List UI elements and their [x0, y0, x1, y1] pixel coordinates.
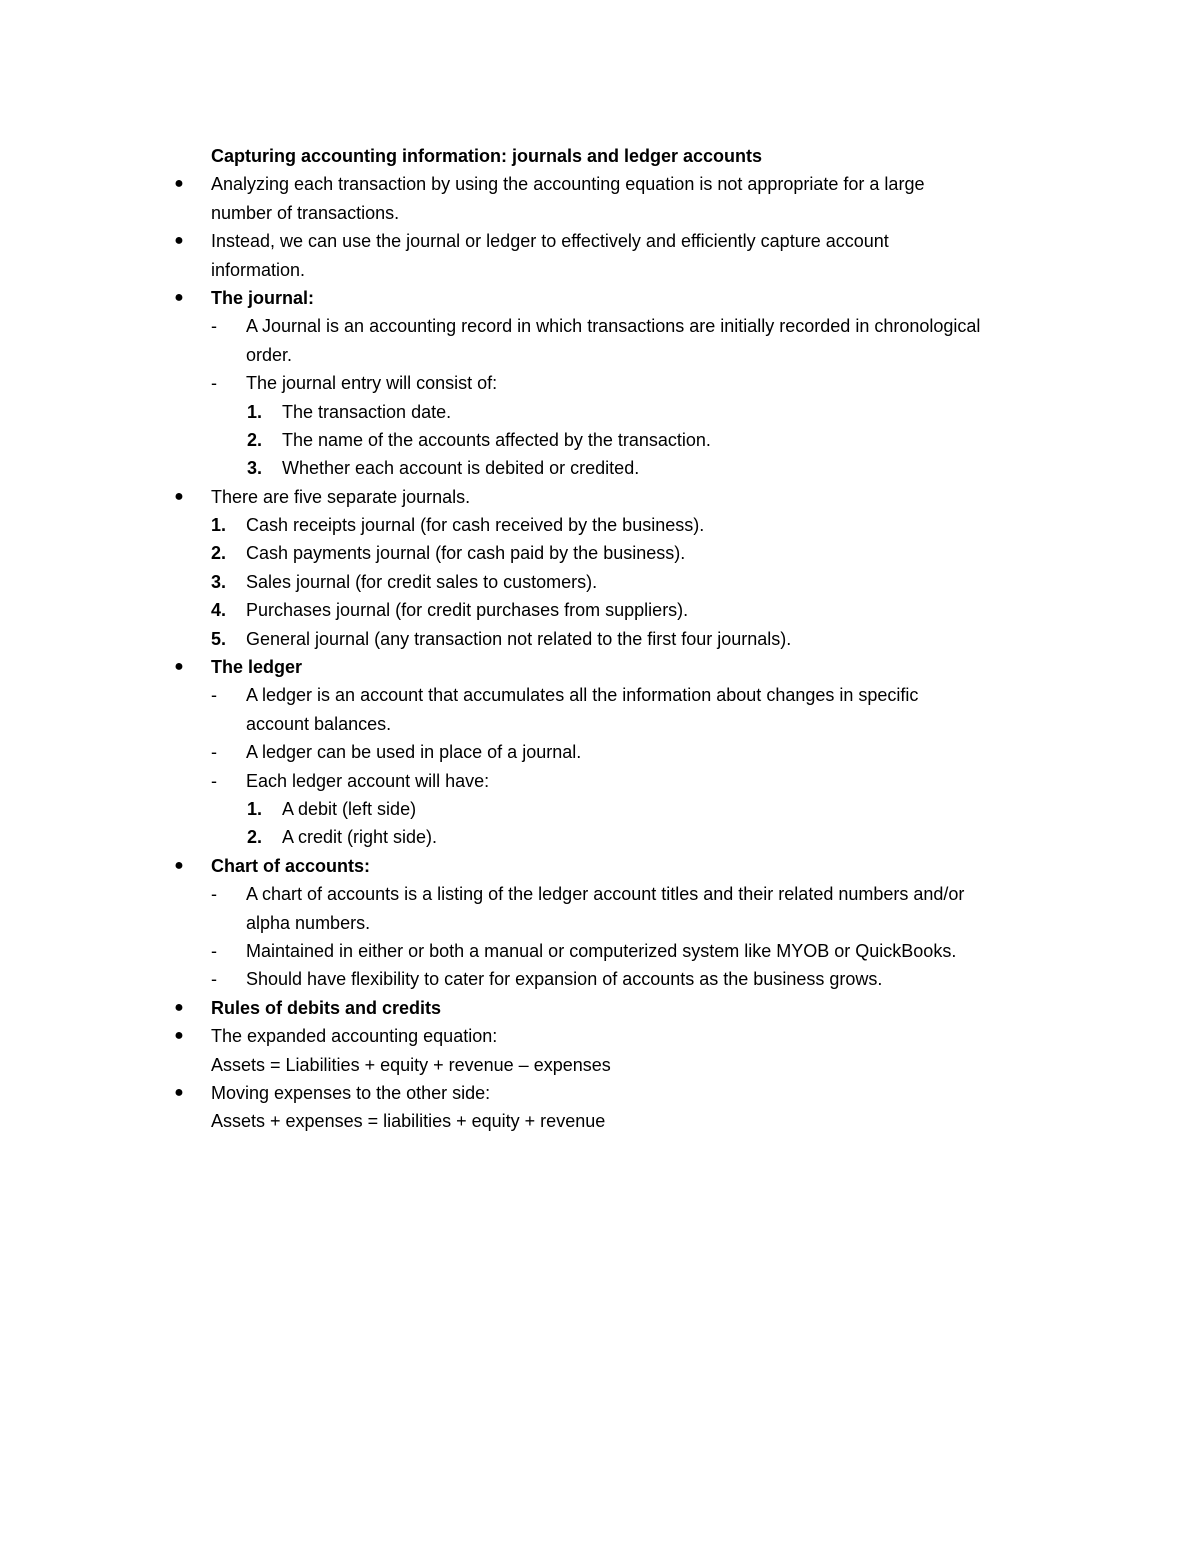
heading-text: Rules of debits and credits [211, 997, 442, 1018]
bullet-text: The expanded accounting equation: [211, 1026, 498, 1047]
section-heading-chart-of-accounts [174, 852, 1081, 880]
dash-text: A ledger is an account that accumulates all the information about changes in specific [246, 685, 919, 706]
dash-icon: - [211, 940, 217, 961]
heading-text: The ledger [211, 657, 303, 678]
numbered-item [211, 398, 1081, 426]
item-number: 3. [211, 571, 227, 592]
document-title: Capturing accounting information: journals and ledger accounts [211, 146, 763, 166]
item-number: 1. [247, 401, 263, 422]
document-content [174, 142, 1081, 1136]
numbered-item [211, 795, 1081, 823]
numbered-item [211, 568, 1081, 596]
item-text: Cash payments journal (for cash paid by the business). [246, 543, 686, 564]
item-text: The transaction date. [282, 401, 452, 422]
dash-text: A chart of accounts is a listing of the ledger account titles and their related numbers and/or [246, 884, 965, 905]
bullet-item [174, 483, 1081, 511]
bullet-icon: ● [174, 288, 184, 306]
dash-text-continued: order. [246, 344, 293, 365]
dash-item [211, 681, 1081, 709]
numbered-item [211, 539, 1081, 567]
numbered-item [211, 596, 1081, 624]
dash-icon: - [211, 770, 217, 791]
heading-text: The journal: [211, 287, 314, 308]
item-number: 1. [211, 515, 227, 536]
numbered-item [211, 625, 1081, 653]
item-text: Whether each account is debited or credited. [282, 458, 640, 479]
dash-text-continued: alpha numbers. [246, 912, 371, 933]
dash-icon: - [211, 373, 217, 394]
dash-item [211, 937, 1081, 965]
item-text: Purchases journal (for credit purchases from suppliers). [246, 600, 689, 621]
bullet-icon: ● [174, 1027, 184, 1045]
dash-item [211, 369, 1081, 397]
item-number: 5. [211, 628, 227, 649]
dash-text: Maintained in either or both a manual or computerized system like MYOB or QuickBooks. [246, 940, 957, 961]
bullet-text: Moving expenses to the other side: [211, 1082, 491, 1103]
item-number: 3. [247, 458, 263, 479]
dash-icon: - [211, 316, 217, 337]
dash-icon: - [211, 685, 217, 706]
dash-text: A ledger can be used in place of a journal. [246, 742, 582, 763]
bullet-icon: ● [174, 998, 184, 1016]
section-heading-journal [174, 284, 1081, 312]
bullet-icon: ● [174, 658, 184, 676]
bullet-item [174, 227, 1081, 255]
item-text: The name of the accounts affected by the transaction. [282, 429, 711, 450]
dash-text: A Journal is an accounting record in which transactions are initially recorded in chronological [246, 316, 981, 337]
heading-text: Chart of accounts: [211, 855, 371, 876]
item-text: General journal (any transaction not related to the first four journals). [246, 628, 792, 649]
bullet-text-continued: information. [211, 259, 306, 280]
item-number: 2. [247, 827, 263, 848]
bullet-item [174, 170, 1081, 198]
section-heading-ledger [174, 653, 1081, 681]
equation-line: Assets + expenses = liabilities + equity + revenue [211, 1111, 606, 1132]
numbered-item [211, 454, 1081, 482]
bullet-item [174, 1022, 1081, 1050]
item-text: A credit (right side). [282, 827, 438, 848]
dash-item [211, 767, 1081, 795]
dash-item [211, 312, 1081, 340]
item-text: Sales journal (for credit sales to customers). [246, 571, 598, 592]
dash-icon: - [211, 884, 217, 905]
bullet-text: Instead, we can use the journal or ledger to effectively and efficiently capture account [211, 231, 889, 252]
dash-item [211, 880, 1081, 908]
dash-icon: - [211, 742, 217, 763]
dash-text: Should have flexibility to cater for expansion of accounts as the business grows. [246, 969, 883, 990]
bullet-text: There are five separate journals. [211, 486, 471, 507]
dash-text: Each ledger account will have: [246, 770, 490, 791]
bullet-icon: ● [174, 856, 184, 874]
bullet-icon: ● [174, 175, 184, 193]
equation-line: Assets = Liabilities + equity + revenue – expenses [211, 1054, 611, 1075]
item-text: A debit (left side) [282, 798, 417, 819]
dash-icon: - [211, 969, 217, 990]
bullet-text-continued: number of transactions. [211, 202, 400, 223]
bullet-icon: ● [174, 487, 184, 505]
section-heading-rules [174, 994, 1081, 1022]
item-number: 4. [211, 600, 227, 621]
item-number: 2. [247, 429, 263, 450]
item-text: Cash receipts journal (for cash received by the business). [246, 515, 705, 536]
dash-text-continued: account balances. [246, 713, 392, 734]
bullet-item [174, 1079, 1081, 1107]
dash-item [211, 965, 1081, 993]
bullet-icon: ● [174, 1083, 184, 1101]
numbered-item [211, 823, 1081, 851]
item-number: 2. [211, 543, 227, 564]
item-number: 1. [247, 798, 263, 819]
dash-text: The journal entry will consist of: [246, 373, 498, 394]
bullet-icon: ● [174, 232, 184, 250]
bullet-text: Analyzing each transaction by using the accounting equation is not appropriate for a large [211, 174, 925, 195]
numbered-item [211, 511, 1081, 539]
dash-item [211, 738, 1081, 766]
numbered-item [211, 426, 1081, 454]
